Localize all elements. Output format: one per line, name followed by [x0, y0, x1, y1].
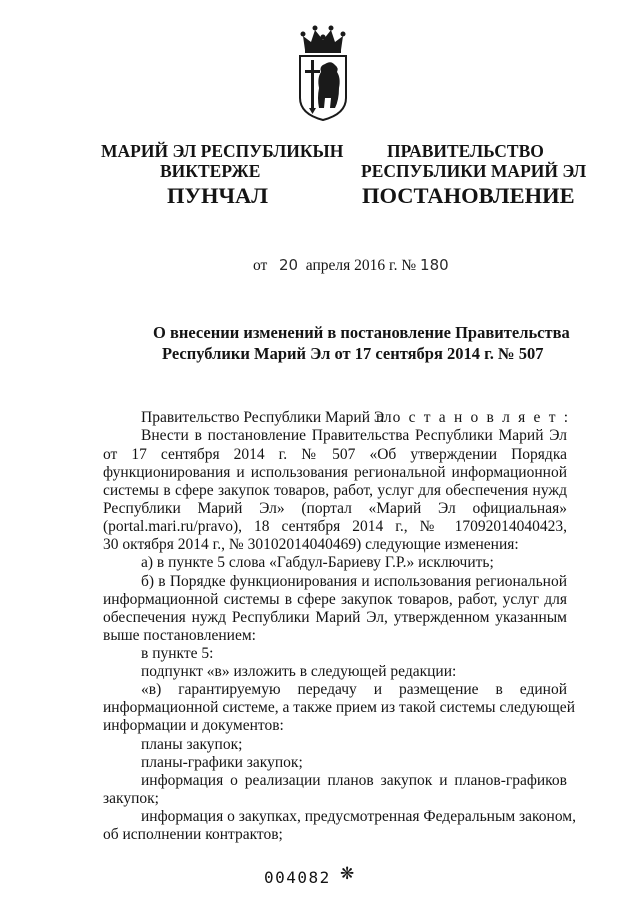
body-line: системы в сфере закупок товаров, работ, услуг для обеспечения нужд [103, 482, 567, 499]
body-line: Внести в постановление Правительства Республики Марий Эл [141, 427, 567, 444]
body-line: п о с т а н о в л я е т : [376, 409, 571, 426]
body-line: Правительство Республики Марий Эл [141, 409, 392, 426]
header-left-doc-type: ПУНЧАЛ [167, 183, 269, 208]
serial-number: 004082 [264, 868, 331, 887]
body-line: закупок; [103, 790, 159, 807]
date-line [253, 256, 449, 275]
body-line: «в) гарантируемую передачу и размещение в единой [141, 681, 567, 698]
body-line: планы закупок; [141, 736, 243, 753]
body-line: планы-графики закупок; [141, 754, 303, 771]
header-left-line1: МАРИЙ ЭЛ РЕСПУБЛИКЫН [101, 141, 344, 161]
title-line2: Республики Марий Эл от 17 сентября 2014 г. № 507 [162, 344, 544, 363]
body-line: в пункте 5: [141, 645, 214, 662]
header-right-doc-type: ПОСТАНОВЛЕНИЕ [362, 183, 575, 208]
header-right-line2: РЕСПУБЛИКИ МАРИЙ ЭЛ [361, 161, 587, 181]
header-right-line1: ПРАВИТЕЛЬСТВО [387, 141, 544, 161]
coat-of-arms-icon [295, 20, 351, 122]
body-line: а) в пункте 5 слова «Габдул-Бариеву Г.Р.» исключить; [141, 554, 494, 571]
body-line: подпункт «в» изложить в следующей редакции: [141, 663, 457, 680]
body-line: от 17 сентября 2014 г. № 507 «Об утверждении Порядка [103, 446, 567, 463]
date-day: 20 [278, 256, 299, 274]
body-line: об исполнении контрактов; [103, 826, 283, 843]
body-line: информация о закупках, предусмотренная Федеральным законом, [141, 808, 576, 825]
body-line: выше постановлением: [103, 627, 256, 644]
body-line: информации и документов: [103, 717, 284, 734]
body-line: обеспечения нужд Республики Марий Эл, утвержденном указанным [103, 609, 567, 626]
body-line: информация о реализации планов закупок и планов-графиков [141, 772, 567, 789]
header-left-line2: ВИКТЕРЖЕ [160, 161, 261, 181]
body-line: Республики Марий Эл» (портал «Марий Эл официальная» [103, 500, 567, 517]
ornament-icon: ❋ [340, 864, 355, 884]
date-prefix: от [253, 257, 268, 274]
body-line: информационной системе, а также прием из такой системы следующей [103, 699, 575, 716]
document-number: 180 [420, 256, 449, 274]
body-line: 30 октября 2014 г., № 30102014040469) следующие изменения: [103, 536, 519, 553]
title-line1: О внесении изменений в постановление Правительства [153, 323, 570, 342]
body-line: информационной системы в сфере закупок товаров, работ, услуг для [103, 591, 567, 608]
body-line: (portal.mari.ru/pravo), 18 сентября 2014 г., № 17092014040423, [103, 518, 567, 535]
body-line: функционирования и использования региональной информационной [103, 464, 567, 481]
date-month-year: апреля 2016 г. № [305, 257, 417, 274]
body-line: б) в Порядке функционирования и использования региональной [141, 573, 567, 590]
